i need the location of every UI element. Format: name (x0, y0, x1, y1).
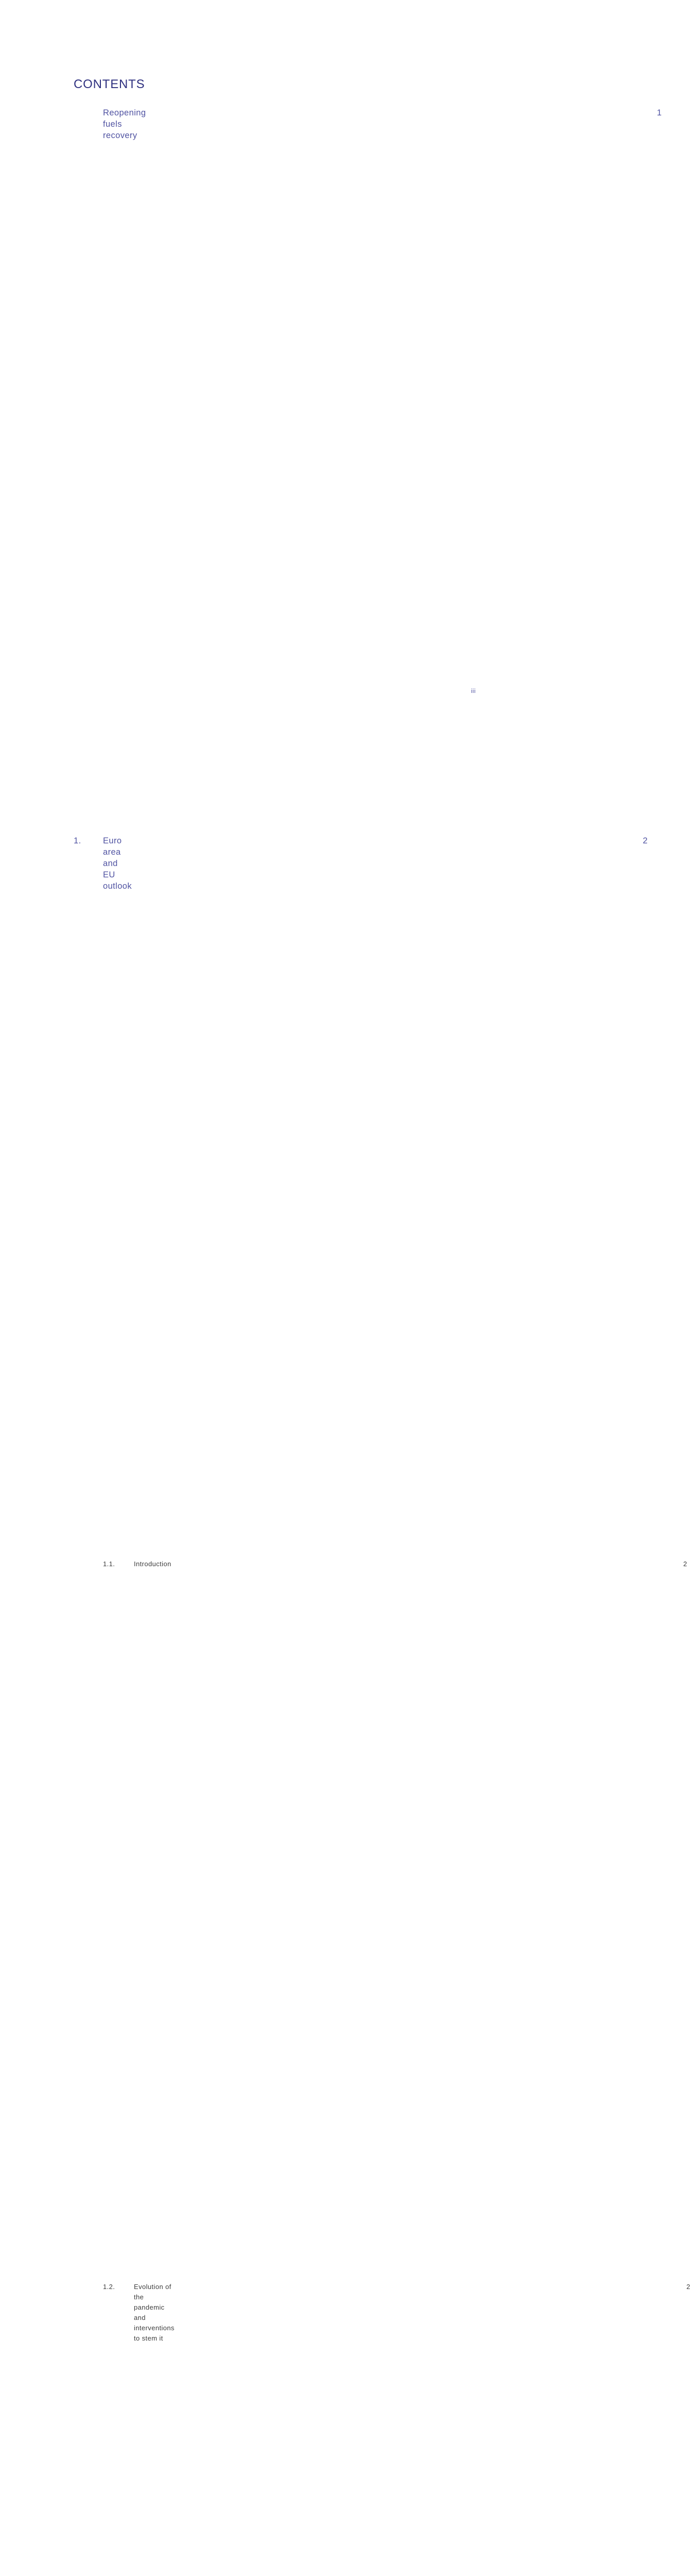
entry-title: Evolution of the pandemic and interventions to stem it (134, 2283, 175, 2342)
toc-entry (74, 835, 648, 1558)
toc-entry (74, 1559, 687, 2282)
entry-page: 1 (151, 107, 662, 830)
page-number: iii (471, 688, 476, 694)
entry-number: 1.1. (103, 1560, 115, 1568)
entry-page: 2 (180, 2282, 690, 2576)
toc-entry (74, 2282, 690, 2576)
entry-title: Reopening fuels recovery (103, 108, 146, 140)
entry-number: 1. (74, 836, 81, 845)
entry-title: Euro area and EU outlook (103, 836, 132, 891)
entry-number: 1.2. (103, 2283, 115, 2291)
contents-heading: CONTENTS (74, 77, 145, 91)
entry-page: 2 (137, 835, 648, 1558)
entry-page: 2 (177, 1559, 687, 2282)
entry-title: Introduction (134, 1560, 171, 1568)
